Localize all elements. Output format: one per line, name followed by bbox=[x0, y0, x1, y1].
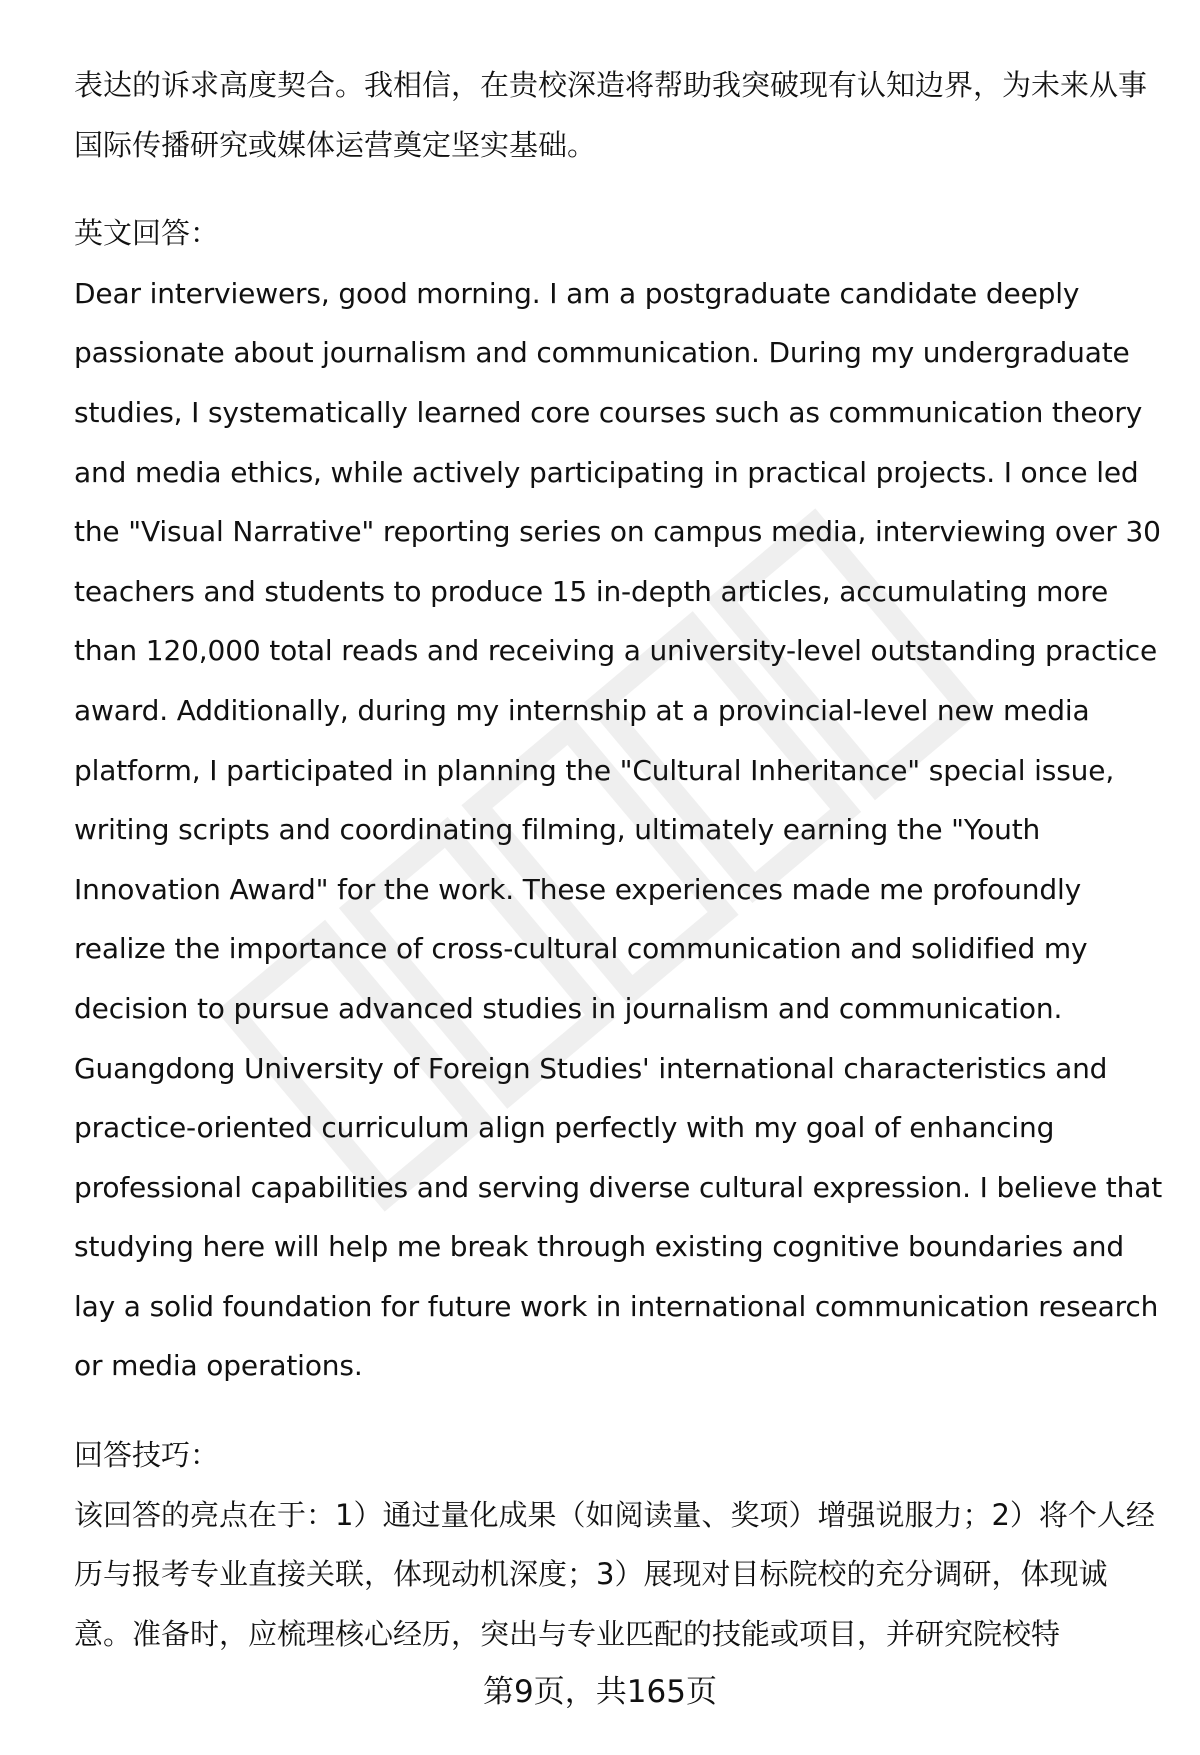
english-answer-heading: 英文回答： bbox=[74, 216, 220, 251]
answer-tips-heading: 回答技巧： bbox=[74, 1438, 220, 1473]
english-answer-paragraph: Dear interviewers, good morning. I am a postgraduate candidate deeply passionate about journalism and communication. During my undergraduate studies, I systematically learned core courses such as communication theory and media ethics, while actively participating in practical projects. I once led the "Visual Narrative" reporting series on campus media, interviewing over 30 teachers and students to produce 15 in-depth articles, accumulating more than 120,000 total reads and receiving a university-level outstanding practice award. Additionally, during my internship at a provincial-level new media platform, I participated in planning the "Cultural Inheritance" special issue, writing scripts and coordinating filming, ultimately earning the "Youth Innovation Award" for the work. These experiences made me profoundly realize the importance of cross-cultural communication and solidified my decision to pursue advanced studies in journalism and communication. Guangdong University of Foreign Studies' international characteristics and practice-oriented curriculum align perfectly with my goal of enhancing professional capabilities and serving diverse cultural expression. I believe that studying here will help me break through existing cognitive boundaries and lay a solid foundation for future work in international communication research or media operations. bbox=[74, 276, 1163, 1383]
page-number-footer: 第9页，共165页 bbox=[483, 1674, 717, 1710]
intro-paragraph: 表达的诉求高度契合。我相信，在贵校深造将帮助我突破现有认知边界，为未来从事国际传播研究或媒体运营奠定坚实基础。 bbox=[74, 68, 1148, 162]
document-page bbox=[74, 56, 1164, 1664]
answer-tips-paragraph: 该回答的亮点在于：1）通过量化成果（如阅读量、奖项）增强说服力；2）将个人经历与报考专业直接关联，体现动机深度；3）展现对目标院校的充分调研，体现诚意。准备时，应梳理核心经历，突出与专业匹配的技能或项目，并研究院校特 bbox=[74, 1497, 1155, 1651]
